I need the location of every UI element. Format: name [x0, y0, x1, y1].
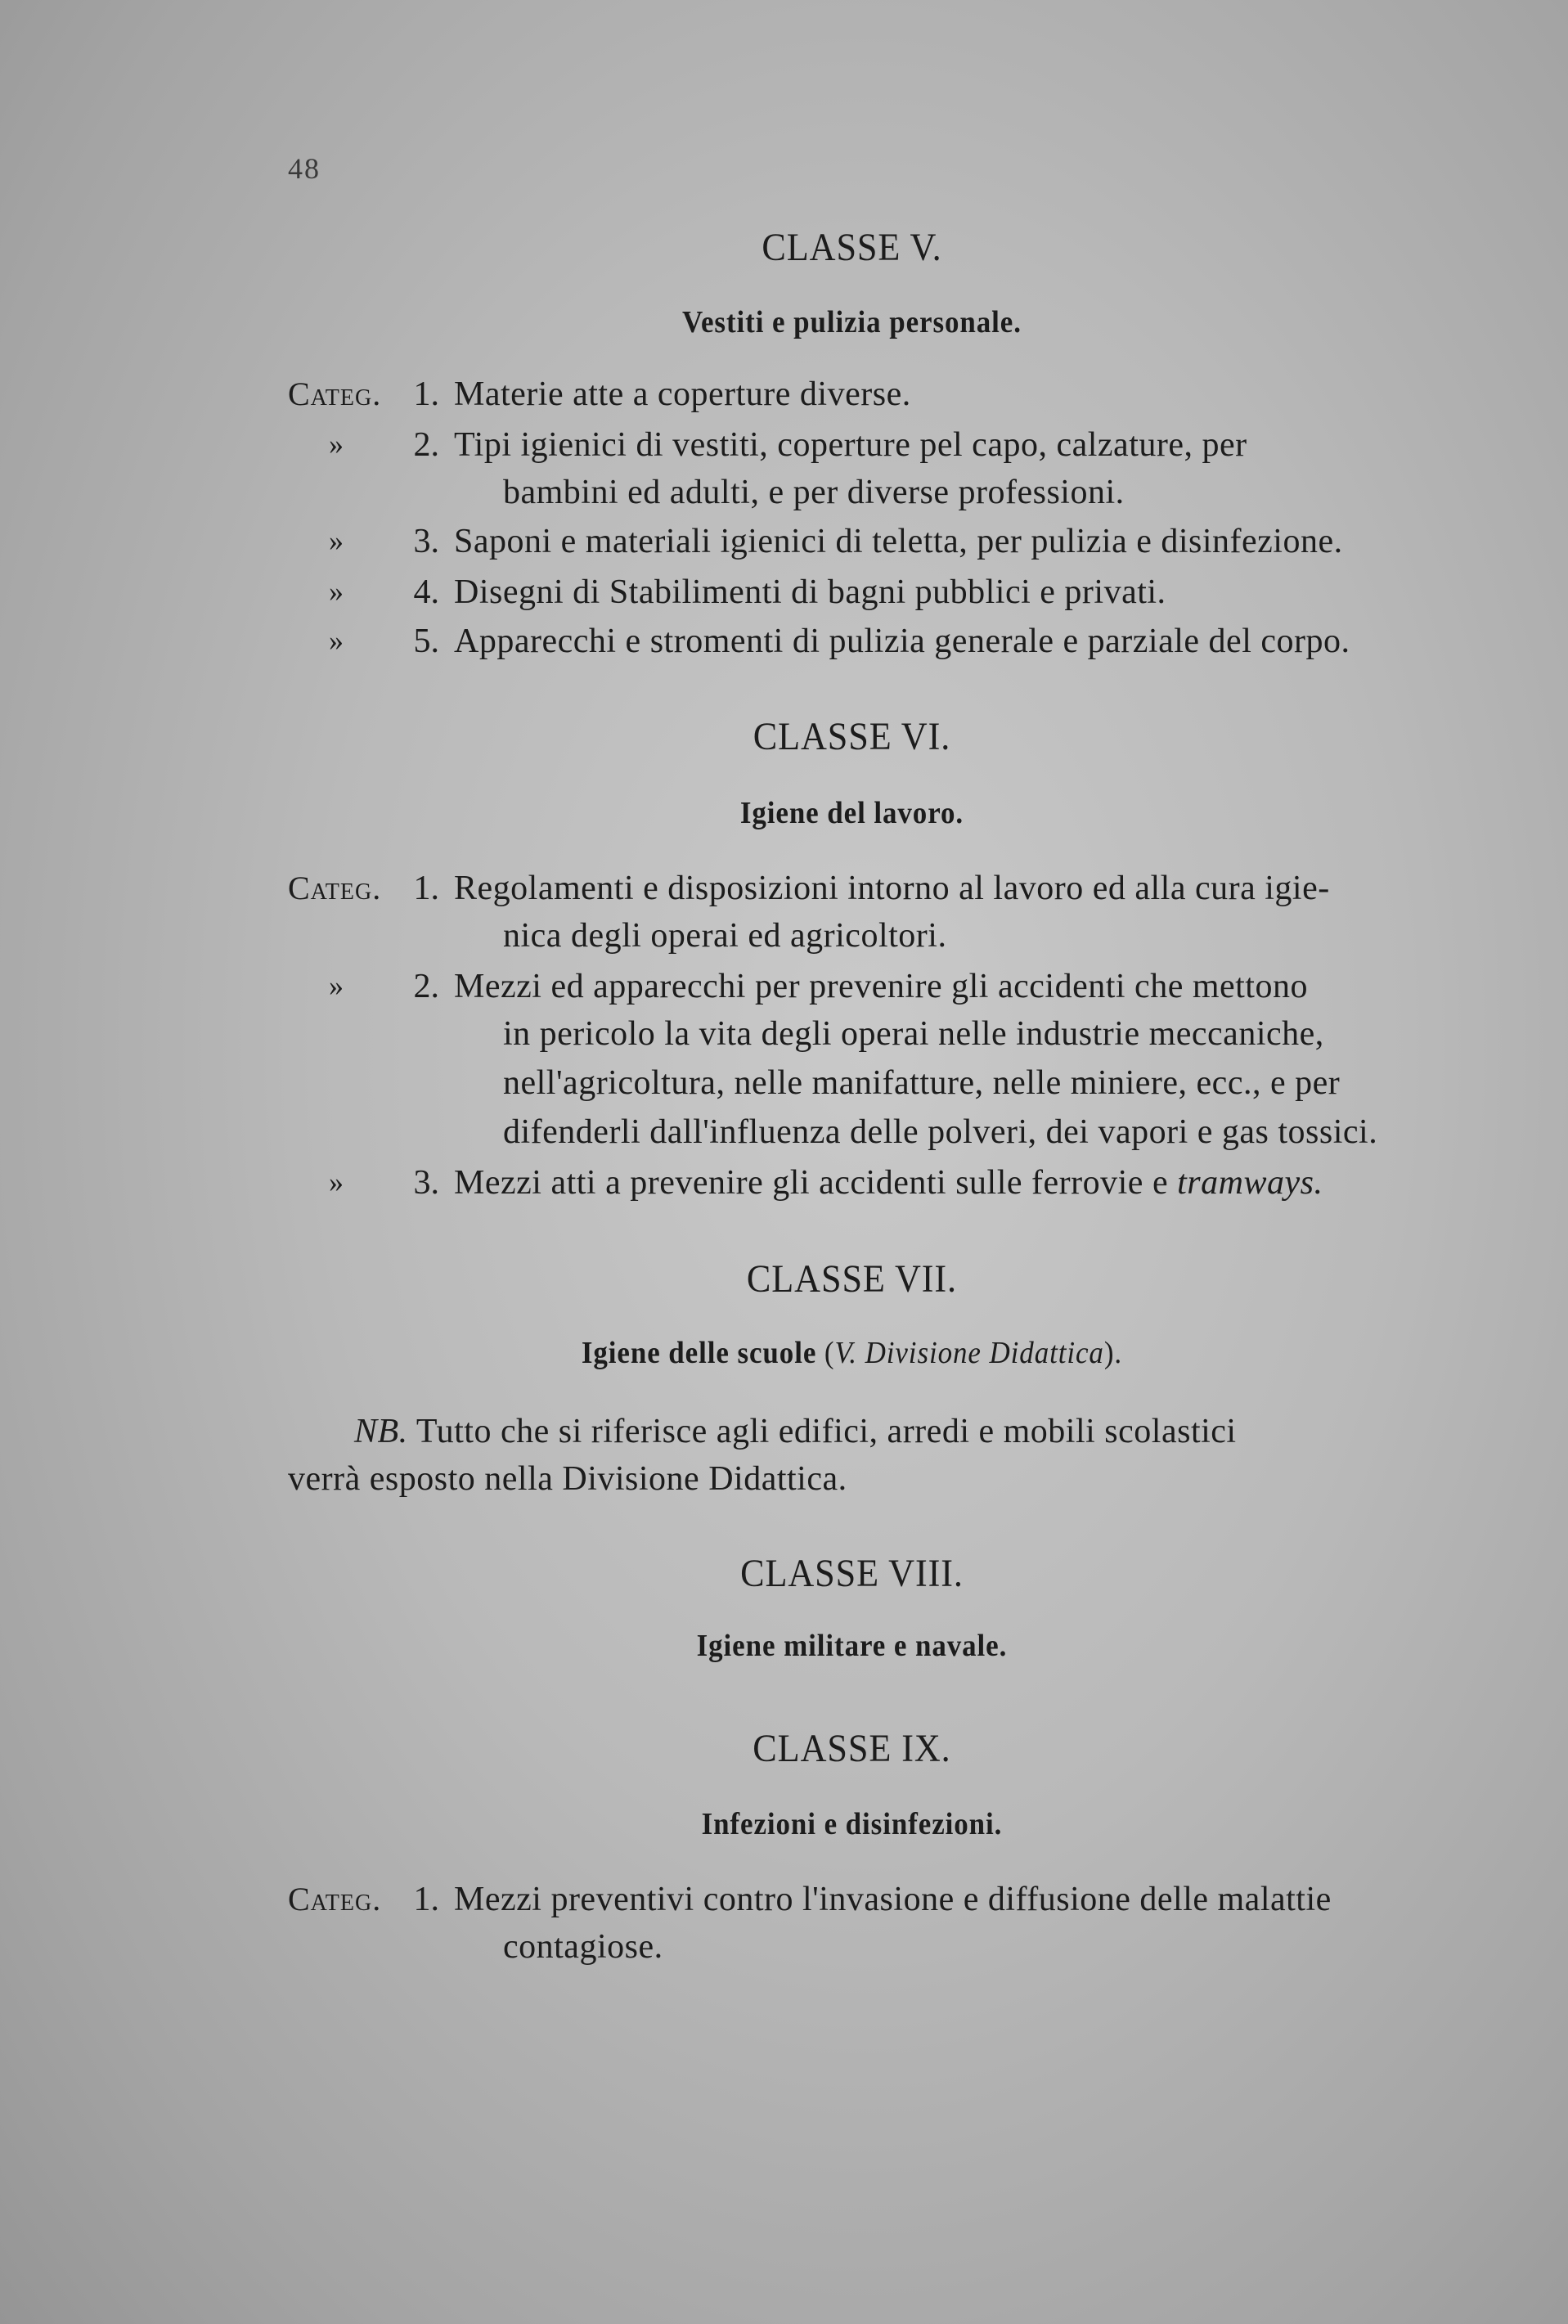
- class-v-subtitle: Vestiti e pulizia personale.: [682, 305, 1022, 339]
- item-text: [454, 1163, 1323, 1202]
- item-number: 3.: [413, 523, 439, 560]
- item-number: 5.: [413, 623, 439, 660]
- class-vii-title: CLASSE VII.: [746, 1257, 958, 1301]
- subtitle-ref-open: (: [824, 1336, 835, 1370]
- item-text: Apparecchi e stromenti di pulizia generale e parziale del corpo.: [454, 623, 1350, 660]
- item-number: 2.: [413, 426, 439, 464]
- class-vii-subtitle: [68, 1335, 1568, 1371]
- item-text: Regolamenti e disposizioni intorno al lavoro ed alla cura igie-: [454, 870, 1330, 907]
- item-text-cont: difenderli dall'influenza delle polveri, dei vapori e gas tossici.: [503, 1113, 1378, 1151]
- class-v-categ-label: Categ.: [288, 375, 382, 412]
- ditto-mark: »: [329, 575, 344, 608]
- class-ix-title: CLASSE IX.: [753, 1727, 951, 1770]
- item-text-italic: tramways.: [1177, 1164, 1323, 1202]
- item-text-cont: bambini ed adulti, e per diverse professioni.: [503, 474, 1125, 511]
- item-text-prefix: Mezzi atti a prevenire gli accidenti sulle ferrovie e: [454, 1164, 1178, 1202]
- item-number: 1.: [413, 1881, 439, 1918]
- ditto-mark: »: [329, 1166, 344, 1198]
- ditto-mark: »: [329, 524, 344, 557]
- item-number: 1.: [413, 870, 439, 907]
- class-viii-subtitle: Igiene militare e navale.: [696, 1629, 1008, 1663]
- class-viii-title: CLASSE VIII.: [740, 1552, 964, 1595]
- ditto-mark: »: [329, 428, 344, 461]
- nb-label: NB.: [354, 1413, 408, 1450]
- nb-text: Tutto che si riferisce agli edifici, arredi e mobili scolastici: [416, 1413, 1237, 1450]
- page-number: 48: [288, 152, 321, 185]
- class-vi-categ-label: Categ.: [288, 870, 382, 906]
- item-text-cont: in pericolo la vita degli operai nelle industrie meccaniche,: [503, 1015, 1324, 1053]
- nb-note-line2: verrà esposto nella Divisione Didattica.: [288, 1460, 847, 1498]
- class-ix-subtitle: Infezioni e disinfezioni.: [701, 1807, 1003, 1841]
- item-text-cont: contagiose.: [503, 1928, 663, 1966]
- ditto-mark: »: [329, 624, 344, 657]
- subtitle-ref: V. Divisione Didattica: [834, 1336, 1104, 1370]
- item-text: Mezzi preventivi contro l'invasione e diffusione delle malattie: [454, 1881, 1332, 1918]
- class-v-title: CLASSE V.: [762, 226, 942, 269]
- item-text-cont: nell'agricoltura, nelle manifatture, nelle miniere, ecc., e per: [503, 1064, 1341, 1102]
- class-vi-title: CLASSE VI.: [753, 715, 951, 758]
- item-text: Disegni di Stabilimenti di bagni pubblici e privati.: [454, 573, 1166, 611]
- subtitle-text: Igiene delle scuole: [581, 1336, 817, 1370]
- ditto-mark: »: [329, 969, 344, 1002]
- item-text: Materie atte a coperture diverse.: [454, 375, 911, 413]
- item-number: 1.: [413, 375, 439, 413]
- item-number: 2.: [413, 968, 439, 1005]
- nb-note-line1: [354, 1412, 1237, 1451]
- class-ix-categ-label: Categ.: [288, 1881, 382, 1917]
- item-text: Tipi igienici di vestiti, coperture pel capo, calzature, per: [454, 426, 1247, 464]
- item-number: 3.: [413, 1164, 439, 1202]
- subtitle-ref-close: ).: [1103, 1336, 1123, 1370]
- item-text-cont: nica degli operai ed agricoltori.: [503, 917, 947, 955]
- class-vi-subtitle: Igiene del lavoro.: [739, 796, 964, 830]
- item-text: Mezzi ed apparecchi per prevenire gli accidenti che mettono: [454, 968, 1308, 1005]
- item-number: 4.: [413, 573, 439, 611]
- item-text: Saponi e materiali igienici di teletta, per pulizia e disinfezione.: [454, 523, 1343, 560]
